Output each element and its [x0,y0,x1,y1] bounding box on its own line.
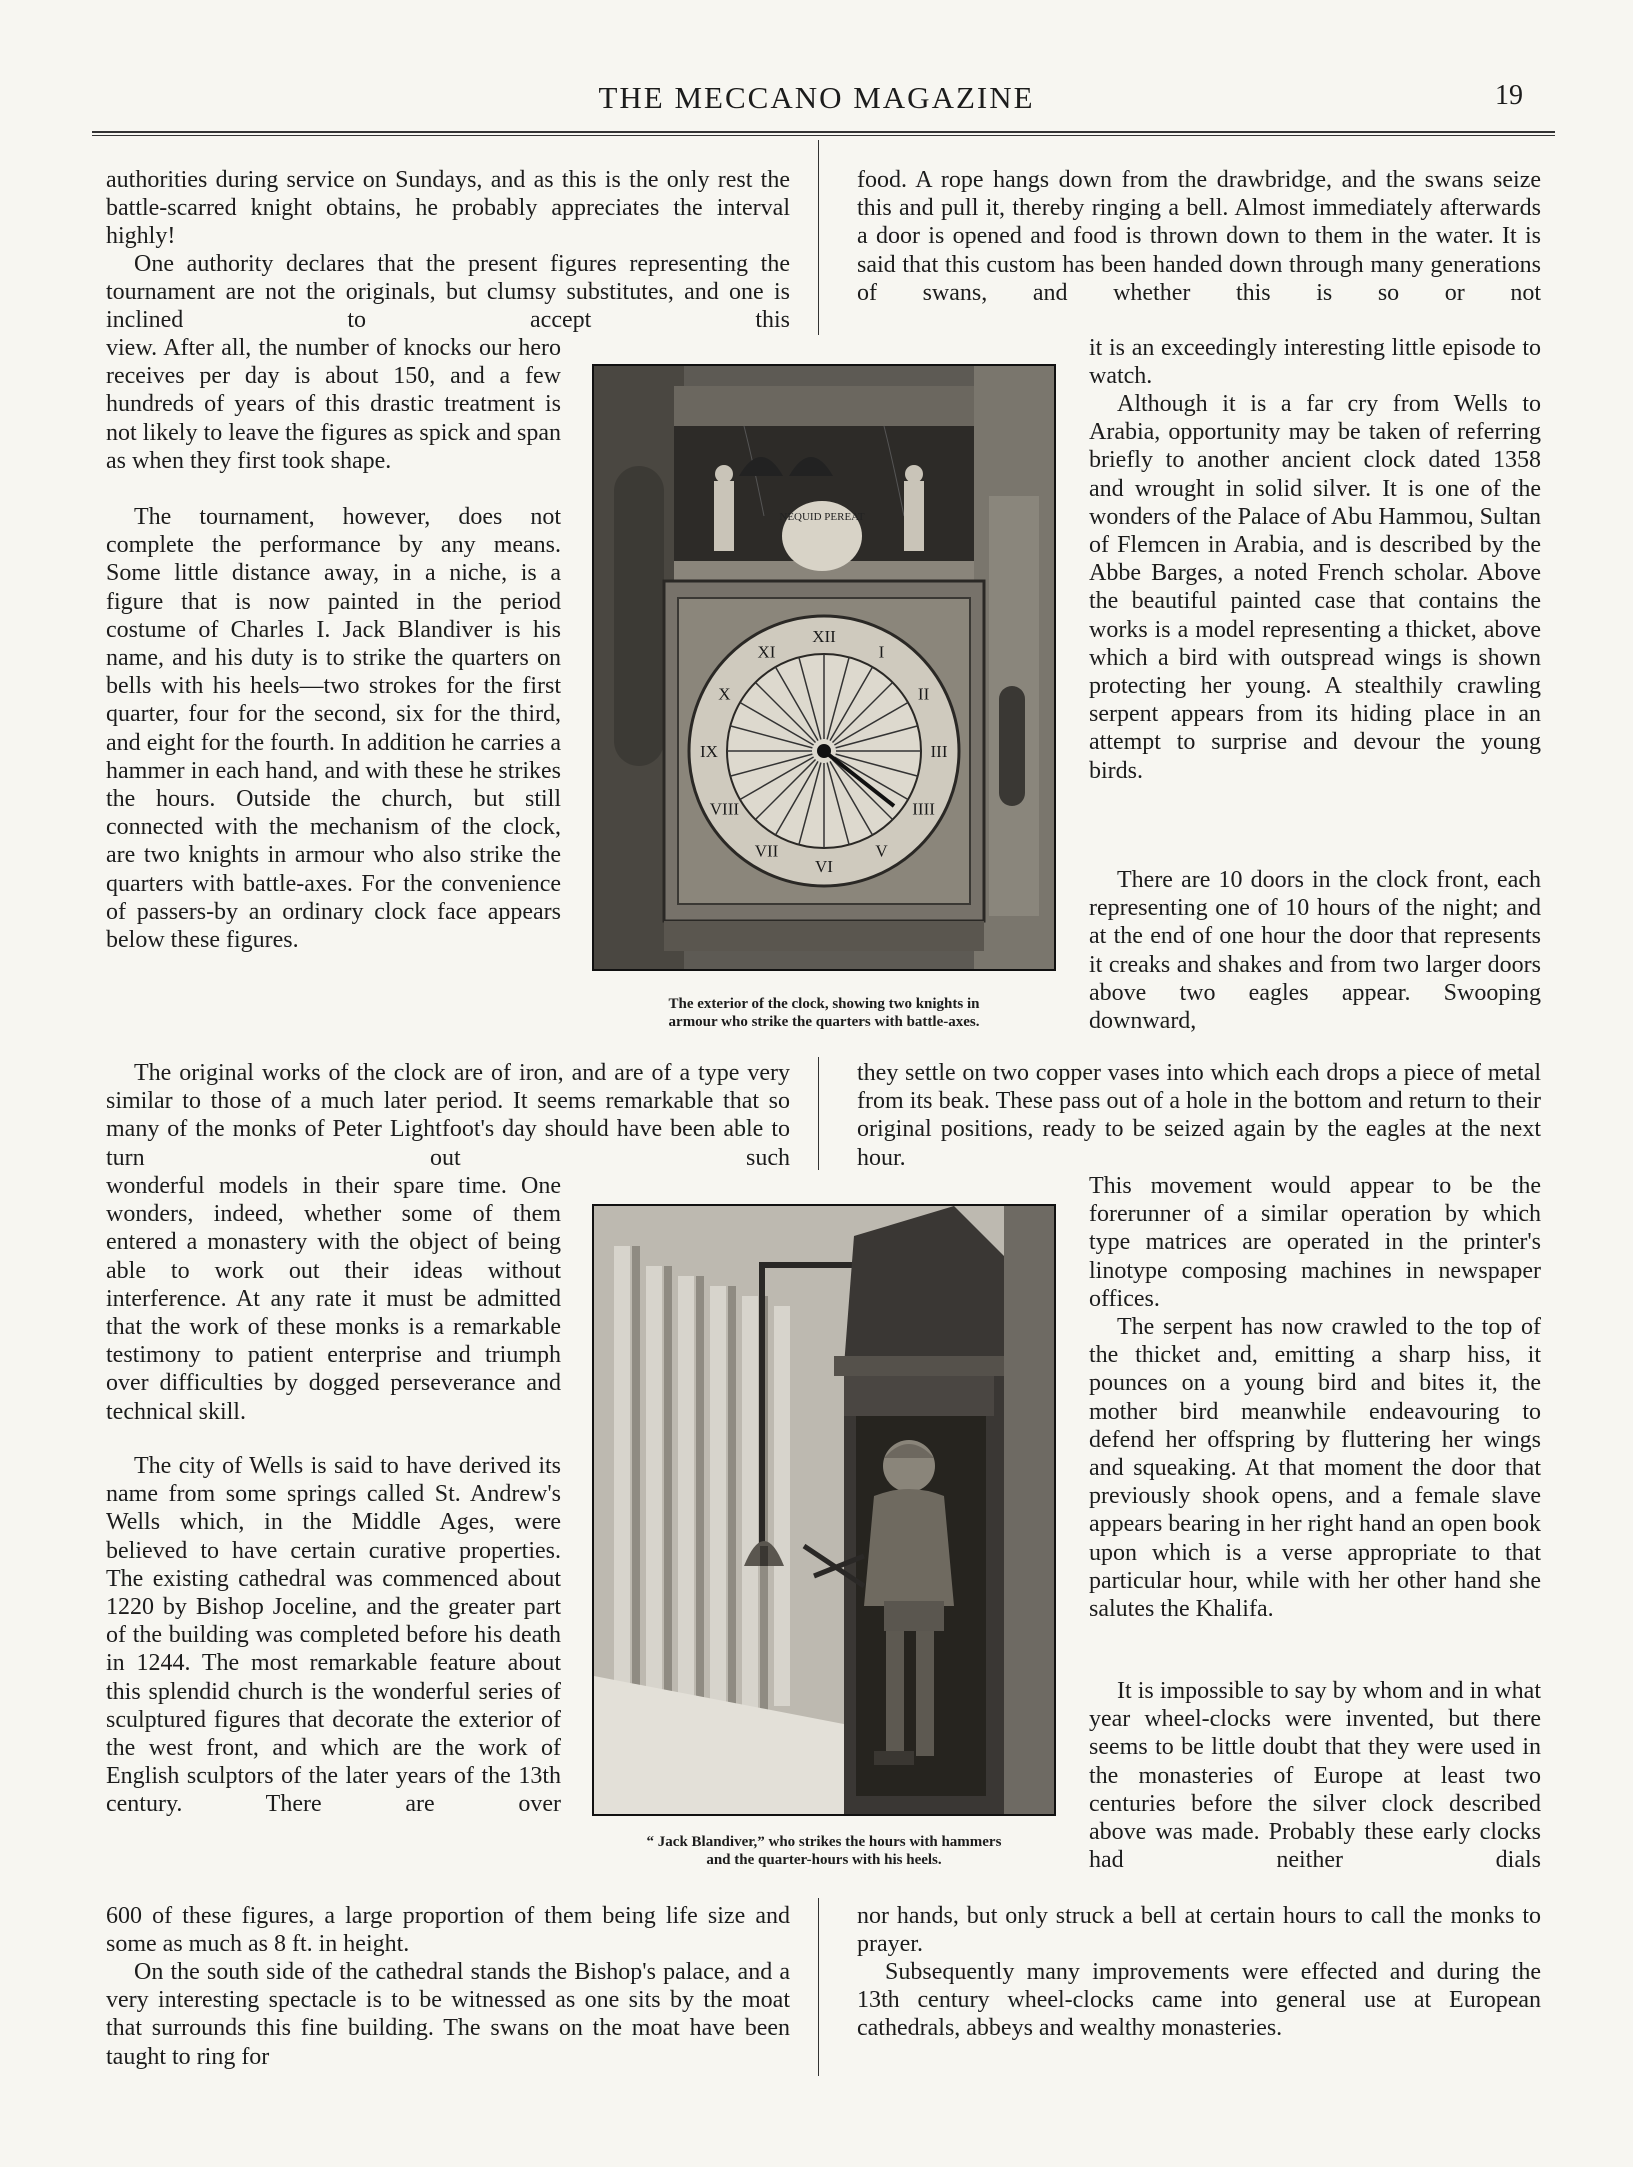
paragraph: There are 10 doors in the clock front, each representing one of 10 hours of the night; and at the end of one hour the door that represents it creaks and shakes and from two larger doors above two eagles appear. Swooping downward, [1089,867,1541,1035]
clock-caption-line2: armour who strike the quarters with battle-axes. [668,1014,980,1030]
paragraph: wonderful models in their spare time. One wonders, indeed, whether some of them entered a monastery with the object of being able to work out their ideas without interference. At any rate it must be admitted that the work of these monks is a remarkable testimony to patient enterprise and triumph over difficulties by dogged perseverance and technical skill. [106,1173,561,1425]
clock-exterior-photo [592,364,1056,971]
paragraph: 600 of these figures, a large proportion of them being life size and some as much as 8 ft. in height. [106,1903,790,1958]
clock-hub [817,744,831,758]
jack-caption-line1: “ Jack Blandiver,” who strikes the hours with hammers [646,1834,1002,1850]
clock-numeral: X [718,684,731,704]
paragraph: This movement would appear to be the forerunner of a similar operation by which type matrices are operated in the printer's linotype composing machines in newspaper offices. [1089,1173,1541,1312]
clock-numeral: IX [700,742,718,761]
paragraph: Subsequently many improvements were effected and during the 13th century wheel-clocks came into general use at European cathedrals, abbeys and wealthy monasteries. [857,1959,1541,2042]
paragraph: view. After all, the number of knocks our hero receives per day is about 150, and a few hundreds of years of this drastic treatment is not likely to leave the figures as spick and span as when they first took shape. [106,335,561,474]
clock-numeral: IIII [912,799,935,819]
clock-numeral: I [878,642,885,662]
clock-numeral: II [917,684,930,704]
paragraph: they settle on two copper vases into which each drops a piece of metal from its beak. These pass out of a hole in the bottom and return to their original positions, ready to be seized again by the eagles at the next hour. [857,1060,1541,1171]
clock-numeral: V [875,841,888,861]
column-divider-middle [818,1057,819,1170]
running-header-title: THE MECCANO MAGAZINE [598,80,1035,115]
paragraph: The tournament, however, does not complete the performance by any means. Some little distance away, in a niche, is a figure that is now painted in the period costume of Charles I. Jack Blandiver is his name, and his duty is to strike the quarters on bells with his heels—two strokes for the first quarter, four for the second, six for the third, and eight for the fourth. In addition he carries a hammer in each hand, and with these he strikes the hours. Outside the church, but still connected with the mechanism of the clock, are two knights in armour who also strike the quarters with battle-axes. For the convenience of passers-by an ordinary clock face appears below these figures. [106,504,561,954]
column-divider-top [818,140,819,335]
column-divider-bottom [818,1898,819,2076]
paragraph: One authority declares that the present figures representing the tournament are not the originals, but clumsy substitutes, and one is inclined to accept this [106,251,790,334]
page-number: 19 [1495,80,1523,111]
clock-numeral: VIII [709,799,740,819]
jack-caption-line2: and the quarter-hours with his heels. [706,1852,942,1868]
clock-numeral: XII [812,627,836,646]
jack-blandiver-photo [592,1204,1056,1816]
header-rule-thin [92,135,1555,136]
header-rule [92,131,1555,133]
clock-numeral: III [930,742,948,761]
paragraph: food. A rope hangs down from the drawbridge, and the swans seize this and pull it, thereby ringing a bell. Almost immediately afterwards a door is opened and food is thrown down to them in the water. It is said that this custom has been handed down through many generations of swans, and whether this is so or not [857,167,1541,306]
paragraph: Although it is a far cry from Wells to Arabia, opportunity may be taken of referring briefly to another ancient clock dated 1358 and wrought in solid silver. It is one of the wonders of the Palace of Abu Hammou, Sultan of Flemcen in Arabia, and is described by the Abbe Barges, a noted French scholar. Above the beautiful painted case that contains the works is a model representing a thicket, above which a bird with outspread wings is shown protecting her young. A stealthily crawling serpent appears from its hiding place in an attempt to surprise and devour the young birds. [1089,391,1541,784]
paragraph: nor hands, but only struck a bell at certain hours to call the monks to prayer. [857,1903,1541,1958]
paragraph: authorities during service on Sundays, and as this is the only rest the battle-scarred knight obtains, he probably appreciates the interval highly! [106,167,790,250]
clock-caption-line1: The exterior of the clock, showing two knights in [668,996,980,1012]
paragraph: it is an exceedingly interesting little episode to watch. [1089,335,1541,390]
paragraph: The original works of the clock are of iron, and are of a type very similar to those of a much later period. It seems remarkable that so many of the monks of Peter Lightfoot's day should have been able to turn out such [106,1060,790,1171]
clock-face [689,616,959,886]
clock-motto: NEQUID PEREAT [779,511,865,523]
clock-numeral: VI [815,857,833,876]
clock-numeral: VII [754,841,779,861]
clock-numeral: XI [757,642,776,662]
paragraph: The city of Wells is said to have derived its name from some springs called St. Andrew's Wells which, in the Middle Ages, were believed to have certain curative properties. The existing cathedral was commenced about 1220 by Bishop Joceline, and the greater part of the building was completed before his death in 1244. The most remarkable feature about this splendid church is the wonderful series of sculptured figures that decorate the exterior of the west front, and which are the work of English sculptors of the later years of the 13th century. There are over [106,1453,561,1818]
paragraph: The serpent has now crawled to the top of the thicket and, emitting a sharp hiss, it pounces on a young bird and bites it, the mother bird meanwhile endeavouring to defend her offspring by fluttering her wings and squeaking. At that moment the door that previously shook opens, and a female slave appears bearing in her right hand an open book upon which is a verse appropriate to that particular hour, while with her other hand she salutes the Khalifa. [1089,1314,1541,1623]
paragraph: It is impossible to say by whom and in what year wheel-clocks were invented, but there seems to be little doubt that they were used in the monasteries of Europe at least two centuries before the silver clock described above was made. Probably these early clocks had neither dials [1089,1678,1541,1874]
paragraph: On the south side of the cathedral stands the Bishop's palace, and a very interesting spectacle is to be witnessed as one sits by the moat that surrounds this fine building. The swans on the moat have been taught to ring for [106,1959,790,2070]
